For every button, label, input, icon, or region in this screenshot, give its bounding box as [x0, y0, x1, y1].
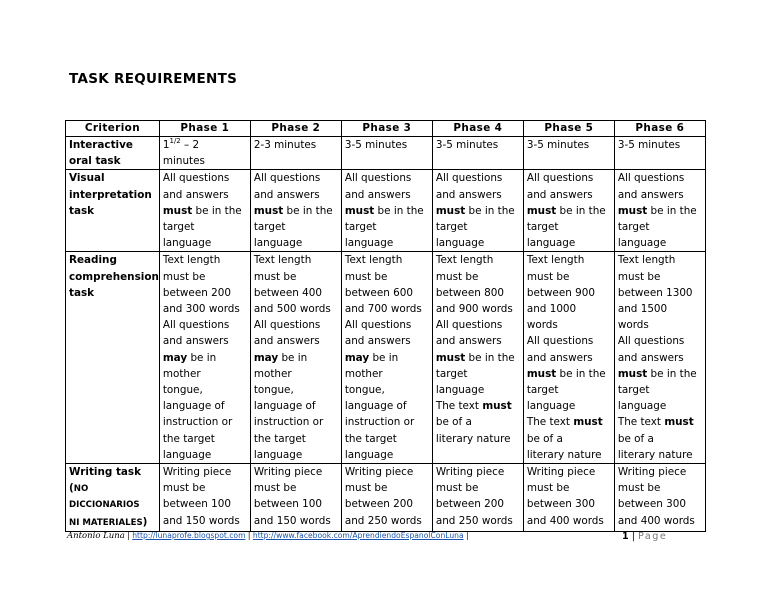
- header-phase-4: Phase 4: [432, 121, 523, 137]
- cell-reading-phase-2: Text length must be between 400 and 500 words All questions and answers may be in mother tongue, language of instruction or the target language: [250, 252, 341, 464]
- cell-visual-phase-4: All questions and answers must be in the target language: [432, 170, 523, 252]
- cell-visual-phase-2: All questions and answers must be in the target language: [250, 170, 341, 252]
- task-requirements-table: [65, 120, 706, 532]
- blog-link[interactable]: http://lunaprofe.blogspot.com: [132, 531, 246, 540]
- cell-writing-phase-4: Writing piece must be between 200 and 250 words: [432, 464, 523, 532]
- criterion-writing-task: Writing task (NO DICCIONARIOS NI MATERIALES): [66, 464, 160, 532]
- cell-interactive-phase-5: 3-5 minutes: [523, 137, 614, 170]
- page-footer: Antonio Luna | http://lunaprofe.blogspot.com | http://www.facebook.com/AprendiendoEspanolConLuna |: [67, 531, 469, 541]
- header-criterion: Criterion: [66, 121, 160, 137]
- cell-interactive-phase-6: 3-5 minutes: [614, 137, 705, 170]
- cell-writing-phase-5: Writing piece must be between 300 and 400 words: [523, 464, 614, 532]
- row-reading-comprehension-task: [66, 252, 706, 464]
- cell-visual-phase-5: All questions and answers must be in the target language: [523, 170, 614, 252]
- cell-interactive-phase-4: 3-5 minutes: [432, 137, 523, 170]
- cell-visual-phase-1: All questions and answers must be in the target language: [159, 170, 250, 252]
- cell-writing-phase-1: Writing piece must be between 100 and 150 words: [159, 464, 250, 532]
- cell-writing-phase-6: Writing piece must be between 300 and 400 words: [614, 464, 705, 532]
- header-phase-1: Phase 1: [159, 121, 250, 137]
- author-signature: Antonio Luna: [67, 531, 125, 541]
- criterion-visual-interpretation-task: Visual interpretation task: [66, 170, 160, 252]
- header-phase-3: Phase 3: [341, 121, 432, 137]
- facebook-link[interactable]: http://www.facebook.com/AprendiendoEspanolConLuna: [252, 531, 464, 540]
- document-title: TASK REQUIREMENTS: [69, 71, 238, 87]
- row-writing-task: [66, 464, 706, 532]
- cell-visual-phase-3: All questions and answers must be in the target language: [341, 170, 432, 252]
- cell-writing-phase-2: Writing piece must be between 100 and 150 words: [250, 464, 341, 532]
- page-number: 1 | Page: [622, 531, 668, 542]
- cell-reading-phase-5: Text length must be between 900 and 1000 words All questions and answers must be in the target language The text must be of a literary nature: [523, 252, 614, 464]
- criterion-interactive-oral-task: Interactive oral task: [66, 137, 160, 170]
- header-phase-6: Phase 6: [614, 121, 705, 137]
- table-header-row: [66, 121, 706, 137]
- cell-interactive-phase-3: 3-5 minutes: [341, 137, 432, 170]
- criterion-reading-comprehension-task: Reading comprehension task: [66, 252, 160, 464]
- header-phase-2: Phase 2: [250, 121, 341, 137]
- cell-reading-phase-1: Text length must be between 200 and 300 words All questions and answers may be in mother tongue, language of instruction or the target language: [159, 252, 250, 464]
- cell-reading-phase-6: Text length must be between 1300 and 1500 words All questions and answers must be in the target language The text must be of a literary nature: [614, 252, 705, 464]
- header-phase-5: Phase 5: [523, 121, 614, 137]
- cell-interactive-phase-2: 2-3 minutes: [250, 137, 341, 170]
- cell-visual-phase-6: All questions and answers must be in the target language: [614, 170, 705, 252]
- row-interactive-oral-task: [66, 137, 706, 170]
- cell-writing-phase-3: Writing piece must be between 200 and 250 words: [341, 464, 432, 532]
- cell-reading-phase-4: Text length must be between 800 and 900 words All questions and answers must be in the target language The text must be of a literary nature: [432, 252, 523, 464]
- row-visual-interpretation-task: [66, 170, 706, 252]
- cell-reading-phase-3: Text length must be between 600 and 700 words All questions and answers may be in mother tongue, language of instruction or the target language: [341, 252, 432, 464]
- cell-interactive-phase-1: $1^{1/2} - 2$ minutes: [159, 137, 250, 170]
